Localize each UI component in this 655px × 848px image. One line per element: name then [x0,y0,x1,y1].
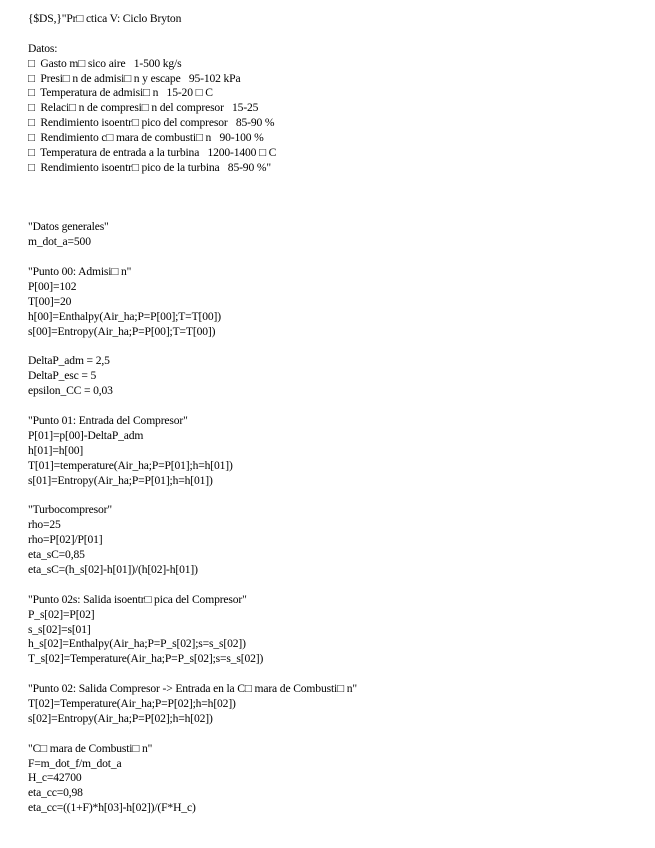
text-line: m_dot_a=500 [28,235,91,249]
text-line: h_s[02]=Enthalpy(Air_ha;P=P_s[02];s=s_s[02]) [28,637,246,651]
text-line: "Punto 02: Salida Compresor -> Entrada en la C□ mara de Combusti□ n" [28,682,357,696]
blank-line [28,399,648,414]
text-line: □ Presi□ n de admisi□ n y escape 95-102 kPa [28,71,241,85]
text-line: h[00]=Enthalpy(Air_ha;P=P[00];T=T[00]) [28,309,221,323]
text-line: "Punto 02s: Salida isoentr□ pica del Compresor" [28,592,247,606]
blank-line [28,340,648,355]
text-line: □ Rendimiento c□ mara de combusti□ n 90-100 % [28,131,264,145]
blank-line [28,578,648,593]
text-line: □ Relaci□ n de compresi□ n del compresor 15-25 [28,101,259,115]
blank-line [28,206,648,221]
text-line: H_c=42700 [28,771,82,785]
text-line: {$DS,}"Pr□ ctica V: Ciclo Bryton [28,12,182,25]
text-line: T[00]=20 [28,294,72,308]
text-line: epsilon_CC = 0,03 [28,384,113,398]
text-line: F=m_dot_f/m_dot_a [28,756,122,770]
text-line: □ Rendimiento isoentr□ pico del compresor 85-90 % [28,116,275,130]
text-line: eta_sC=(h_s[02]-h[01])/(h[02]-h[01]) [28,562,198,576]
blank-line [28,489,648,504]
text-line: "Punto 00: Admisi□ n" [28,265,132,279]
text-line: s[02]=Entropy(Air_ha;P=P[02];h=h[02]) [28,711,213,725]
text-line: T[02]=Temperature(Air_ha;P=P[02];h=h[02]) [28,696,236,710]
text-line: P_s[02]=P[02] [28,607,95,621]
text-line: eta_cc=((1+F)*h[03]-h[02])/(F*H_c) [28,801,196,815]
text-line: "C□ mara de Combusti□ n" [28,741,153,755]
document-text [28,12,648,816]
text-line: rho=P[02]/P[01] [28,533,103,547]
text-line: P[01]=p[00]-DeltaP_adm [28,428,144,442]
text-line: □ Temperatura de entrada a la turbina 1200-1400 □ C [28,146,277,160]
text-line: T_s[02]=Temperature(Air_ha;P=P_s[02];s=s_s[02]) [28,652,264,666]
blank-line [28,191,648,206]
text-line: rho=25 [28,518,61,532]
blank-line [28,727,648,742]
text-line: □ Rendimiento isoentr□ pico de la turbina 85-90 %" [28,160,271,174]
text-line: "Turbocompresor" [28,503,112,517]
text-line: □ Temperatura de admisi□ n 15-20 □ C [28,86,213,100]
text-line: s[00]=Entropy(Air_ha;P=P[00];T=T[00]) [28,324,216,338]
blank-line [28,27,648,42]
text-line: "Punto 01: Entrada del Compresor" [28,414,188,428]
blank-line [28,667,648,682]
text-line: DeltaP_esc = 5 [28,369,97,383]
text-line: "Datos generales" [28,220,109,234]
text-line: eta_sC=0,85 [28,548,85,562]
text-line: eta_cc=0,98 [28,786,83,800]
text-line: s_s[02]=s[01] [28,622,91,636]
text-line: T[01]=temperature(Air_ha;P=P[01];h=h[01]) [28,458,233,472]
text-line: s[01]=Entropy(Air_ha;P=P[01];h=h[01]) [28,473,213,487]
text-line: P[00]=102 [28,280,77,294]
text-line: DeltaP_adm = 2,5 [28,354,110,368]
blank-line [28,176,648,191]
text-line: □ Gasto m□ sico aire 1-500 kg/s [28,56,182,70]
text-line: Datos: [28,41,58,55]
text-line: h[01]=h[00] [28,443,84,457]
blank-line [28,250,648,265]
